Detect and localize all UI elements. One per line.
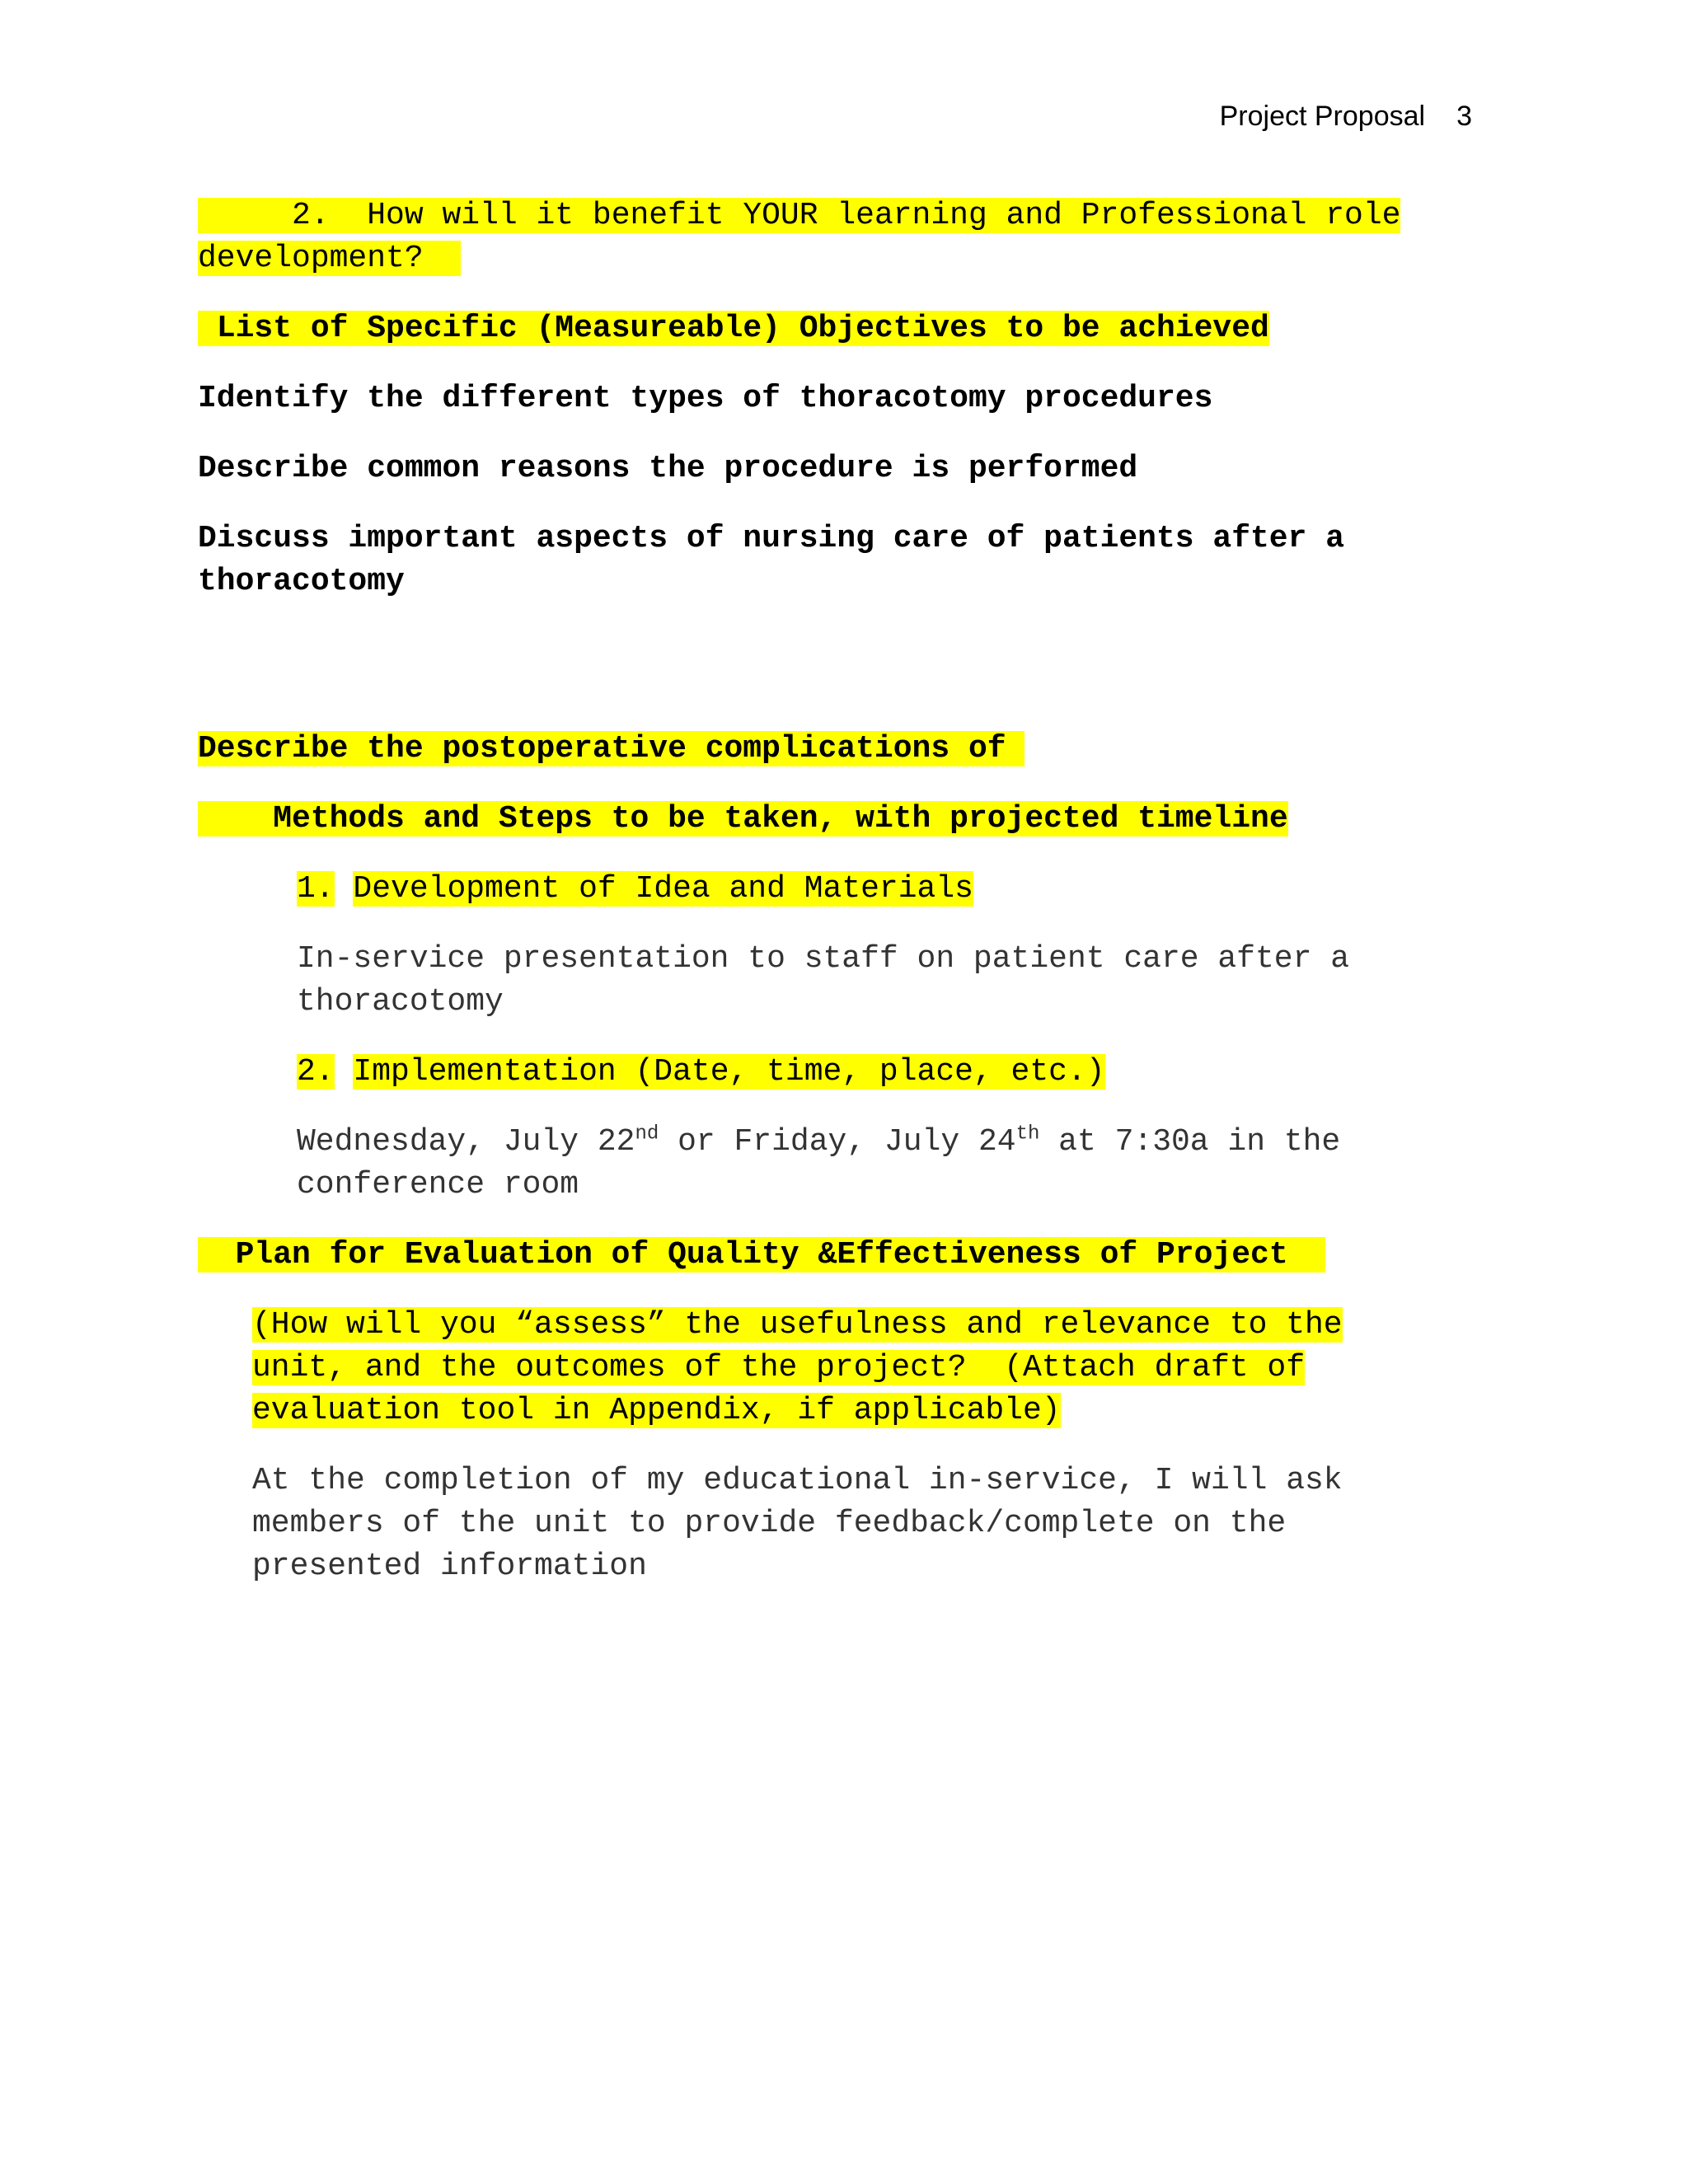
benefit-question xyxy=(198,194,1484,280)
benefit-line-1: 2. How will it benefit YOUR learning and Professional role xyxy=(198,198,1401,233)
objective-item xyxy=(198,518,1484,603)
step-1-detail-line-1: In-service presentation to staff on patient care after a xyxy=(297,941,1350,977)
evaluation-prompt xyxy=(198,1304,1484,1432)
evaluation-answer-line-3: presented information xyxy=(252,1549,647,1584)
objective-item xyxy=(198,448,1484,490)
step-1-label: 1. xyxy=(297,871,335,907)
evaluation-prompt-line-2: unit, and the outcomes of the project? (Attach draft of xyxy=(252,1350,1306,1385)
evaluation-answer-line-1: At the completion of my educational in-service, I will ask xyxy=(252,1463,1343,1498)
step-2-date-a: Wednesday, July 22 xyxy=(297,1124,635,1160)
evaluation-prompt-line-3: evaluation tool in Appendix, if applicable) xyxy=(252,1393,1061,1428)
step-2-date-c: at 7:30a in the xyxy=(1039,1124,1341,1160)
step-2-sup-nd: nd xyxy=(635,1122,659,1146)
methods-heading xyxy=(198,798,1484,841)
objective-extra-text: Describe the postoperative complications of xyxy=(198,731,1025,766)
page-number: 3 xyxy=(1456,101,1472,132)
benefit-line-2: development? xyxy=(198,241,462,276)
spacer xyxy=(198,630,1484,728)
evaluation-heading-text: Plan for Evaluation of Quality &Effectiveness of Project xyxy=(198,1237,1326,1272)
step-2-title: Implementation (Date, time, place, etc.) xyxy=(353,1054,1105,1090)
objective-3-line-2: thoracotomy xyxy=(198,564,405,599)
step-1-detail-line-2: thoracotomy xyxy=(297,984,504,1019)
objectives-heading xyxy=(198,307,1484,350)
objective-item xyxy=(198,377,1484,420)
objective-extra xyxy=(198,728,1484,771)
objective-2: Describe common reasons the procedure is performed xyxy=(198,451,1138,486)
method-step-2-detail xyxy=(198,1121,1484,1207)
evaluation-prompt-line-1: (How will you “assess” the usefulness and relevance to the xyxy=(252,1307,1343,1343)
evaluation-answer xyxy=(198,1460,1484,1588)
document-body xyxy=(198,194,1484,1615)
method-step-2 xyxy=(198,1051,1484,1094)
step-1-title: Development of Idea and Materials xyxy=(353,871,973,907)
method-step-1-detail xyxy=(198,938,1484,1024)
methods-heading-text: Methods and Steps to be taken, with projected timeline xyxy=(198,801,1288,837)
objective-3-line-1: Discuss important aspects of nursing care of patients after a xyxy=(198,521,1345,556)
running-header xyxy=(1220,101,1472,133)
header-title: Project Proposal xyxy=(1219,101,1426,132)
objectives-heading-text: List of Specific (Measureable) Objectives to be achieved xyxy=(198,311,1269,346)
step-2-detail-line-2: conference room xyxy=(297,1167,579,1202)
evaluation-answer-line-2: members of the unit to provide feedback/complete on the xyxy=(252,1506,1287,1541)
step-2-label: 2. xyxy=(297,1054,335,1090)
objective-1: Identify the different types of thoracotomy procedures xyxy=(198,381,1213,416)
method-step-1 xyxy=(198,868,1484,911)
evaluation-heading xyxy=(198,1234,1484,1277)
step-2-date-b: or Friday, July 24 xyxy=(659,1124,1016,1160)
step-2-sup-th: th xyxy=(1015,1122,1040,1146)
